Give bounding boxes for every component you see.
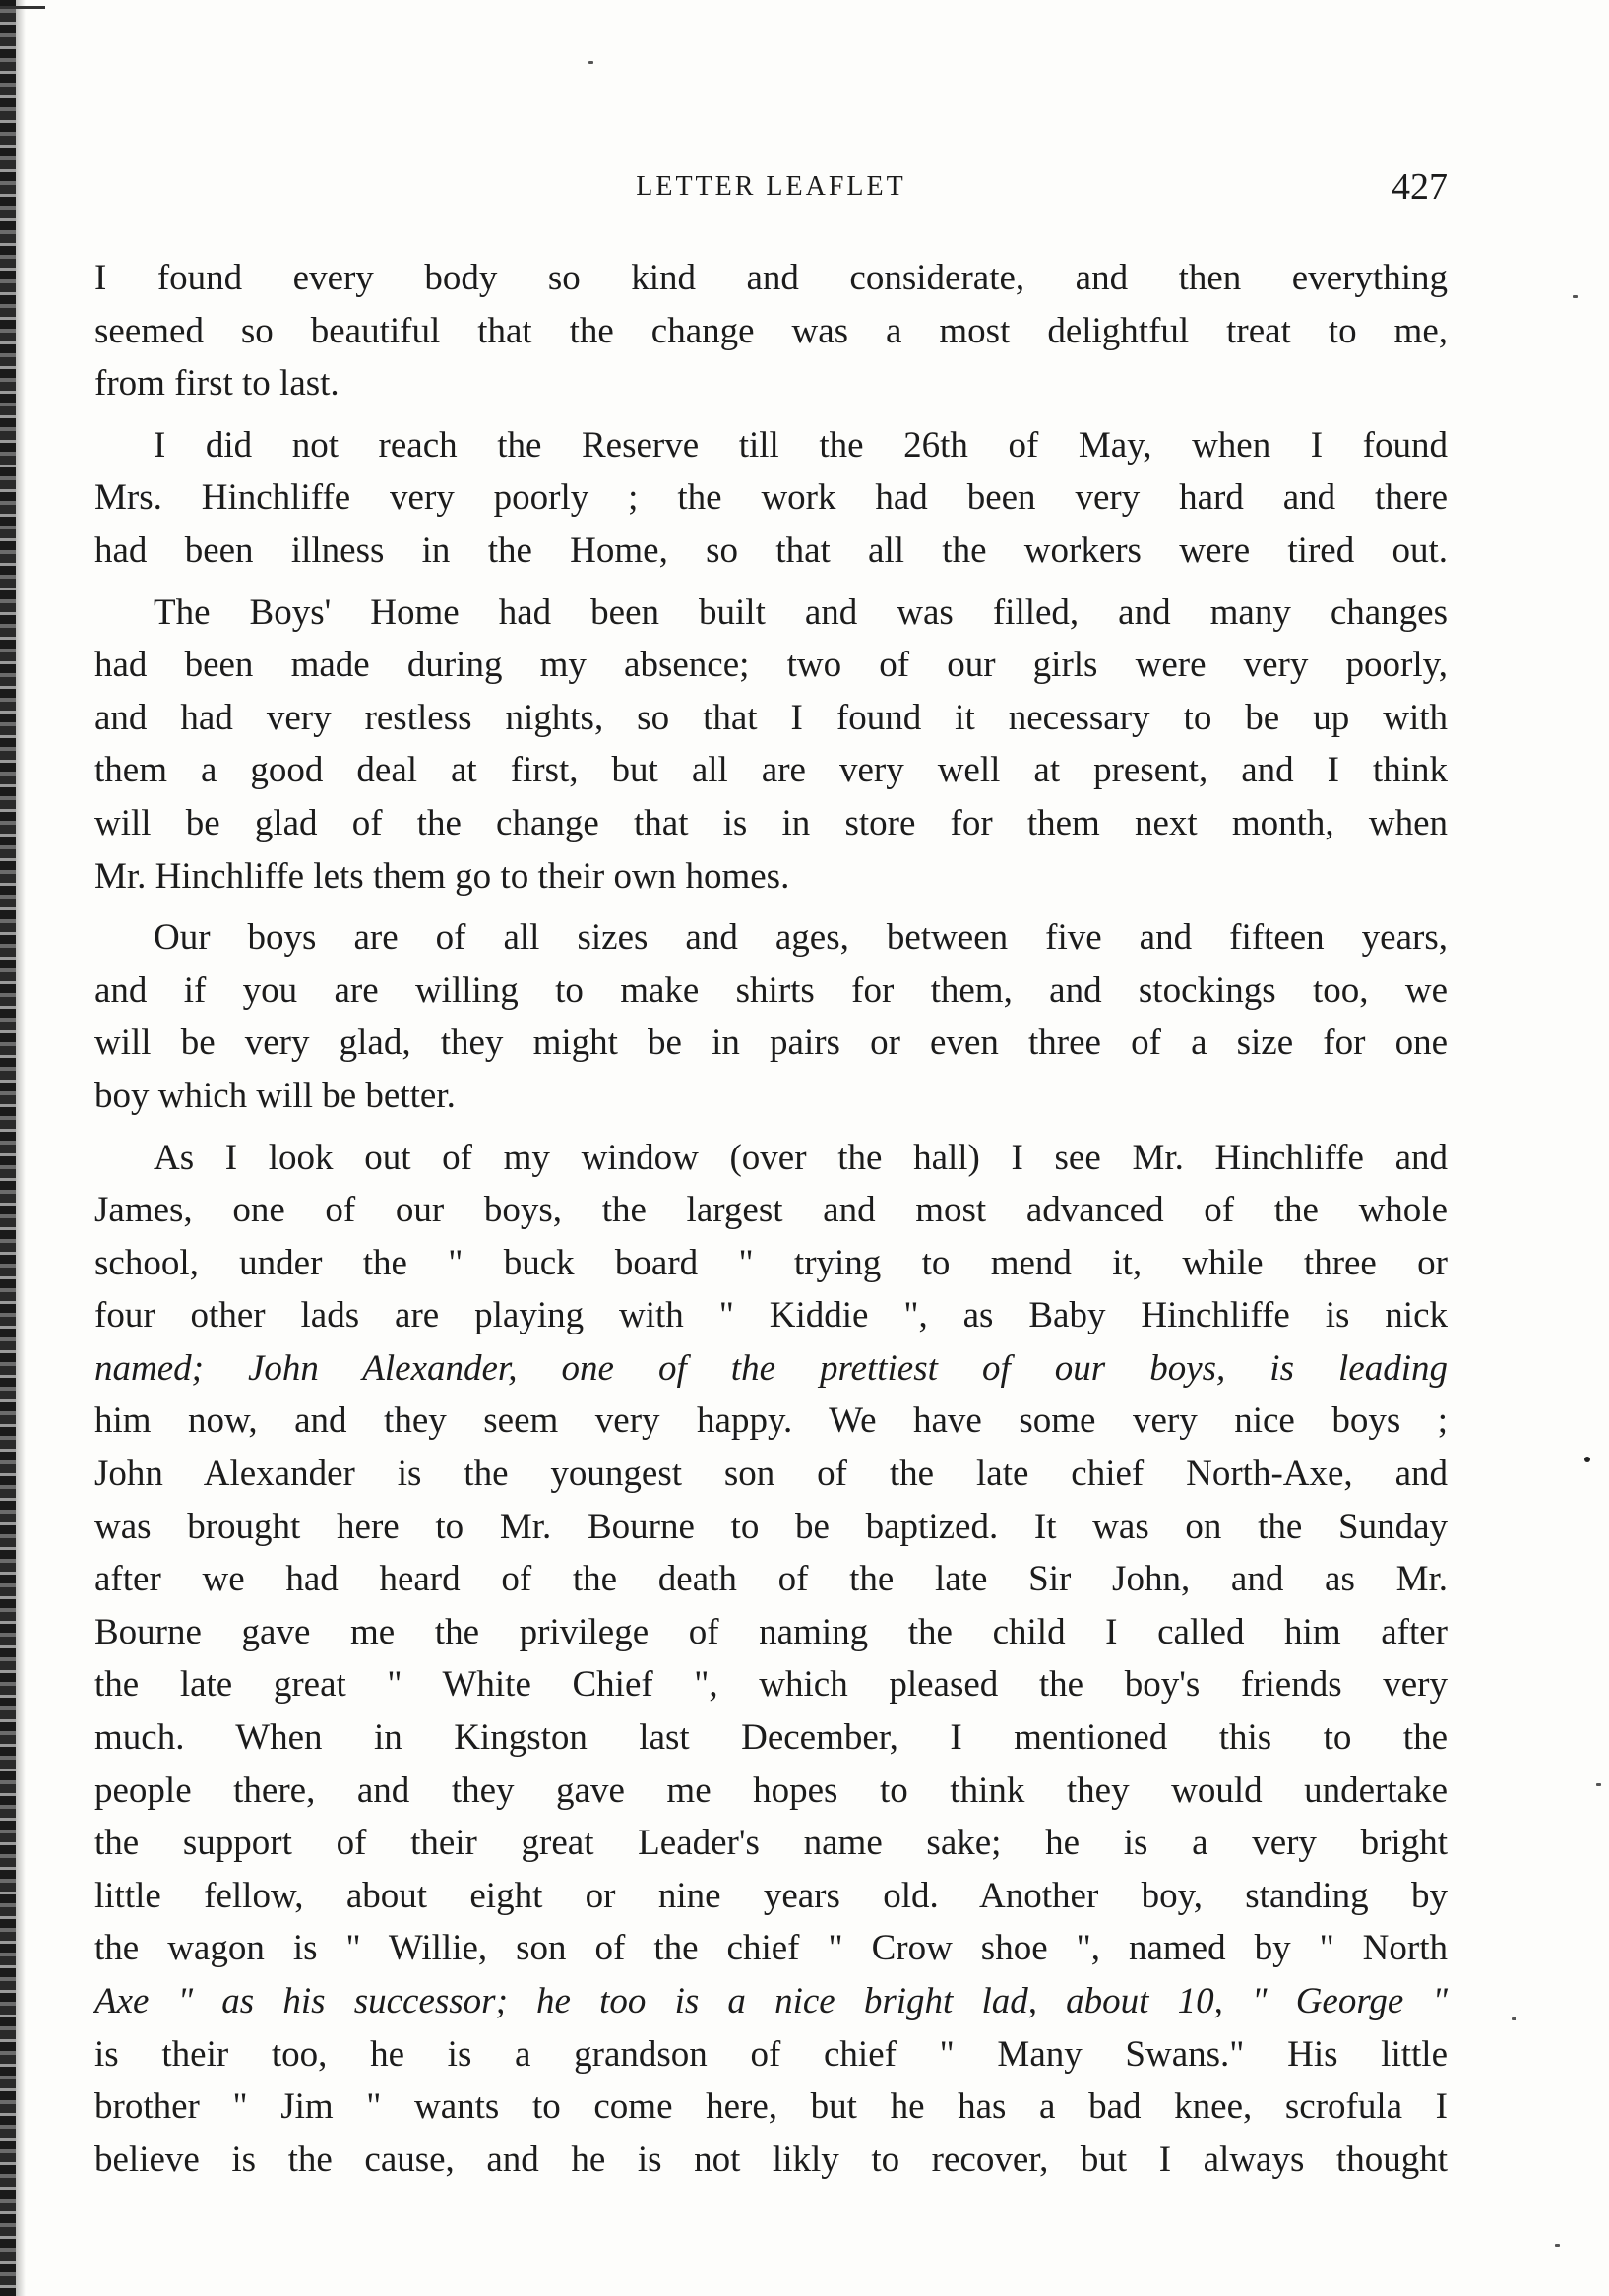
text-line: will be glad of the change that is in store for them next month, when: [94, 802, 1448, 843]
binding-shadow: [16, 0, 26, 2296]
text-line: had been illness in the Home, so that all the workers were tired out.: [94, 529, 1448, 571]
text-line: after we had heard of the death of the late Sir John, and as Mr.: [94, 1559, 1448, 1600]
text-line: Axe " as his successor; he too is a nice bright lad, about 10, " George ": [94, 1981, 1448, 2021]
text-line: John Alexander is the youngest son of the late chief North-Axe, and: [94, 1454, 1448, 1495]
text-line: Mr. Hinchliffe lets them go to their own homes.: [94, 855, 790, 897]
binding-edge: [0, 0, 16, 2296]
page-header: [94, 165, 1448, 215]
text-line: named; John Alexander, one of the prettiest of our boys, is leading: [94, 1347, 1448, 1389]
text-line: them a good deal at first, but all are very well at present, and I think: [94, 750, 1448, 791]
text-line: was brought here to Mr. Bourne to be baptized. It was on the Sunday: [94, 1506, 1448, 1547]
corner-mark: [0, 6, 45, 9]
scan-speck: [1512, 2017, 1516, 2020]
scan-speck: [588, 61, 593, 64]
text-line: Mrs. Hinchliffe very poorly ; the work had been very hard and there: [94, 477, 1448, 519]
text-line: brother " Jim " wants to come here, but he has a bad knee, scrofula I: [94, 2086, 1448, 2128]
paragraph: [94, 252, 1448, 410]
text-line: the wagon is " Willie, son of the chief " Crow shoe ", named by " North: [94, 1928, 1448, 1969]
text-line: James, one of our boys, the largest and most advanced of the whole: [94, 1190, 1448, 1231]
text-line: much. When in Kingston last December, I mentioned this to the: [94, 1717, 1448, 1759]
text-line: seemed so beautiful that the change was a most delightful treat to me,: [94, 310, 1448, 351]
text-line: the support of their great Leader's name sake; he is a very bright: [94, 1823, 1448, 1864]
text-line: will be very glad, they might be in pairs or even three of a size for one: [94, 1023, 1448, 1064]
text-line: and if you are willing to make shirts for them, and stockings too, we: [94, 969, 1448, 1011]
text-line: school, under the " buck board " trying to mend it, while three or: [94, 1242, 1448, 1283]
text-line: people there, and they gave me hopes to think they would undertake: [94, 1769, 1448, 1811]
scan-speck: [1573, 295, 1578, 298]
text-line: I did not reach the Reserve till the 26th of May, when I found: [154, 424, 1448, 465]
text-line: and had very restless nights, so that I found it necessary to be up with: [94, 697, 1448, 738]
running-head: LETTER LEAFLET: [636, 171, 906, 202]
paragraph: [94, 911, 1448, 1122]
text-line: As I look out of my window (over the hall) I see Mr. Hinchliffe and: [154, 1137, 1448, 1178]
text-line: Bourne gave me the privilege of naming the child I called him after: [94, 1611, 1448, 1652]
text-line: him now, and they seem very happy. We have some very nice boys ;: [94, 1400, 1448, 1442]
body-text: [94, 252, 1448, 2195]
text-line: I found every body so kind and considerate, and then everything: [94, 258, 1448, 298]
scan-speck: [1584, 1457, 1590, 1462]
paragraph: [94, 419, 1448, 578]
text-line: believe is the cause, and he is not likly to recover, but I always thought: [94, 2139, 1448, 2180]
text-line: little fellow, about eight or nine years old. Another boy, standing by: [94, 1875, 1448, 1916]
paragraph: [94, 1132, 1448, 2187]
text-line: four other lads are playing with " Kiddie ", as Baby Hinchliffe is nick: [94, 1295, 1448, 1336]
text-line: the late great " White Chief ", which pleased the boy's friends very: [94, 1664, 1448, 1706]
text-line: from first to last.: [94, 363, 340, 404]
scan-speck: [1555, 2244, 1560, 2247]
text-line: had been made during my absence; two of our girls were very poorly,: [94, 645, 1448, 686]
paragraph: [94, 587, 1448, 903]
page-number: 427: [1392, 166, 1448, 208]
text-line: The Boys' Home had been built and was filled, and many changes: [154, 591, 1448, 633]
scan-speck: [1596, 1783, 1601, 1786]
text-line: Our boys are of all sizes and ages, between five and fifteen years,: [154, 917, 1448, 959]
text-line: is their too, he is a grandson of chief " Many Swans." His little: [94, 2033, 1448, 2075]
text-line: boy which will be better.: [94, 1075, 456, 1116]
